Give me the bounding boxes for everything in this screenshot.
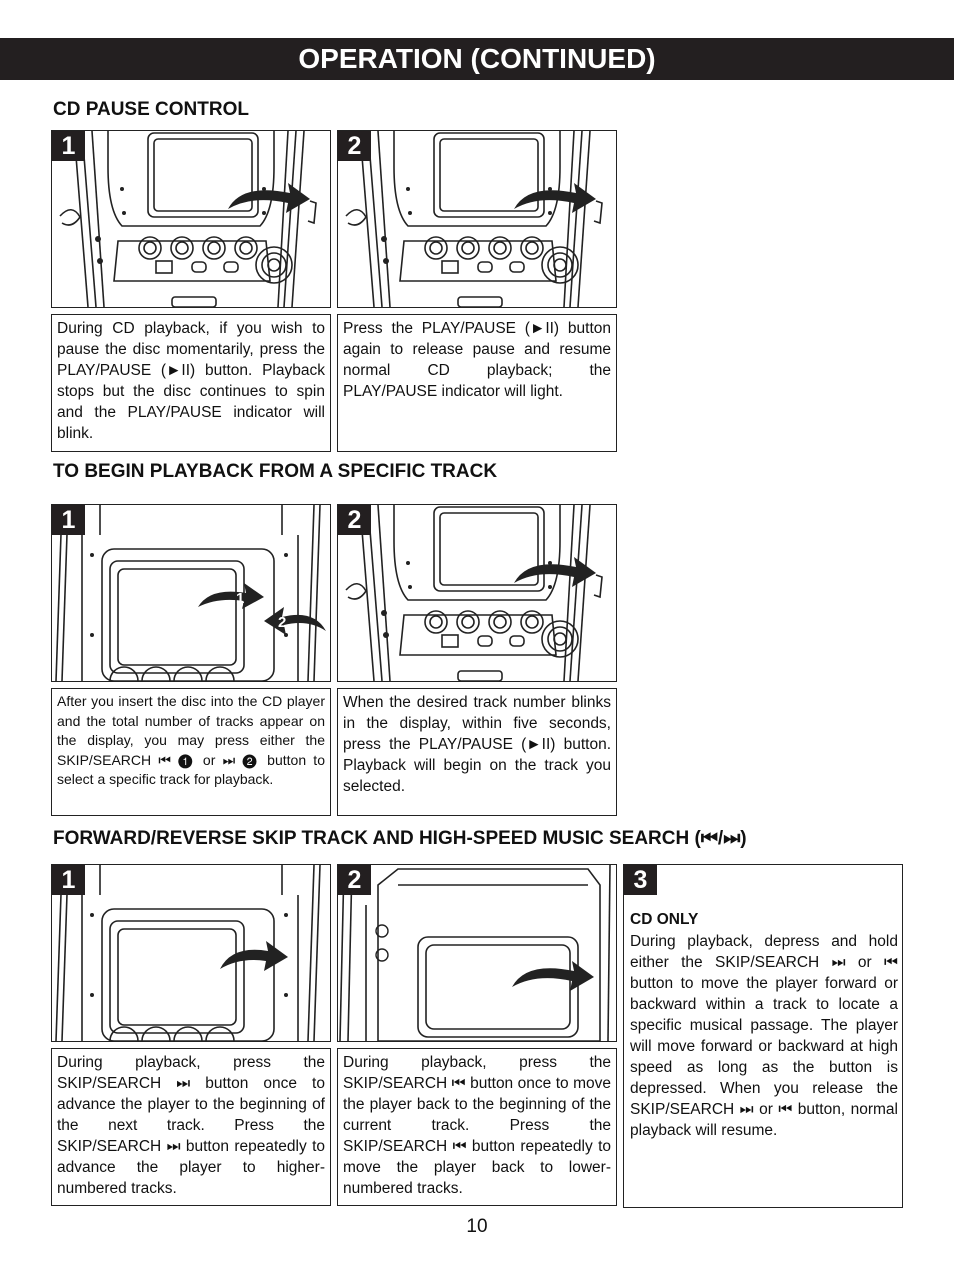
step-panel-skip-3 <box>623 864 903 1208</box>
callout-number-1: 1 <box>236 590 245 607</box>
illustration-pause-step-1 <box>51 130 331 308</box>
illustration-skip-step-1 <box>51 864 331 1042</box>
step-text-skip-3 <box>630 909 898 1203</box>
cd-player-illustration <box>338 505 616 681</box>
step-text-pause-1: During CD playback, if you wish to pause the disc momentarily, press the PLAY/PAUSE (►II) button. Playback stops but the disc continues to spin and the PLAY/PAUSE indicator will blink. <box>51 314 331 452</box>
step-number: 1 <box>52 505 85 535</box>
step-number: 1 <box>52 131 85 161</box>
illustration-track-step-1 <box>51 504 331 682</box>
step-text-track-2: When the desired track number blinks in the display, within five seconds, press the PLAY/PAUSE (►II) button. Playback will begin on the track you selected. <box>337 688 617 816</box>
cd-player-illustration <box>52 131 330 307</box>
step-text-pause-2: Press the PLAY/PAUSE (►II) button again to release pause and resume normal CD playback; the PLAY/PAUSE indicator will light. <box>337 314 617 452</box>
callout-number-2: 2 <box>278 614 287 631</box>
section-heading-cd-pause: CD PAUSE CONTROL <box>53 99 249 120</box>
page-number: 10 <box>466 1216 488 1237</box>
cd-player-illustration <box>338 131 616 307</box>
skip-forward-arrow-icon <box>220 941 288 971</box>
cd-player-illustration <box>52 865 330 1041</box>
step-text-skip-1: During playback, press the SKIP/SEARCH ⏭ button once to advance the player to the beginning of the next track. Press the SKIP/SEARCH ⏭ button repeatedly to advance the player to higher-numbered tracks. <box>51 1048 331 1206</box>
section-heading-skip-search: FORWARD/REVERSE SKIP TRACK AND HIGH-SPEED MUSIC SEARCH (⏮/⏭) <box>53 828 747 849</box>
step-number: 2 <box>338 131 371 161</box>
skip-forward-arrow-icon <box>198 583 264 609</box>
page-title: OPERATION (CONTINUED) <box>0 38 954 80</box>
cd-player-illustration <box>52 505 330 681</box>
illustration-skip-step-2 <box>337 864 617 1042</box>
cd-only-label: CD ONLY <box>630 911 699 928</box>
section-heading-specific-track: TO BEGIN PLAYBACK FROM A SPECIFIC TRACK <box>53 461 498 482</box>
step-text-skip-2: During playback, press the SKIP/SEARCH ⏮ button once to move the player back to the beginning of the current track. Press the SKIP/SEARCH ⏮ button repeatedly to move the player back to lower-numbered tracks. <box>337 1048 617 1206</box>
step-number: 3 <box>624 865 657 895</box>
illustration-track-step-2 <box>337 504 617 682</box>
step-text-track-1: After you insert the disc into the CD player and the total number of tracks appear on the display, you may press either the SKIP/SEARCH ⏮ ❶ or ⏭ ❷ button to select a specific track for playback. <box>51 688 331 816</box>
cd-player-illustration <box>338 865 616 1041</box>
step-number: 1 <box>52 865 85 895</box>
step-number: 2 <box>338 505 371 535</box>
step-text: During playback, depress and hold either the SKIP/SEARCH ⏭ or ⏮ button to move the player forward or backward within a track to locate a specific musical passage. The player will move forward or backward at high speed as long as the button is depressed. When you release the SKIP/SEARCH ⏭ or ⏮ button, normal playback will resume. <box>630 933 898 1139</box>
step-number: 2 <box>338 865 371 895</box>
illustration-pause-step-2 <box>337 130 617 308</box>
